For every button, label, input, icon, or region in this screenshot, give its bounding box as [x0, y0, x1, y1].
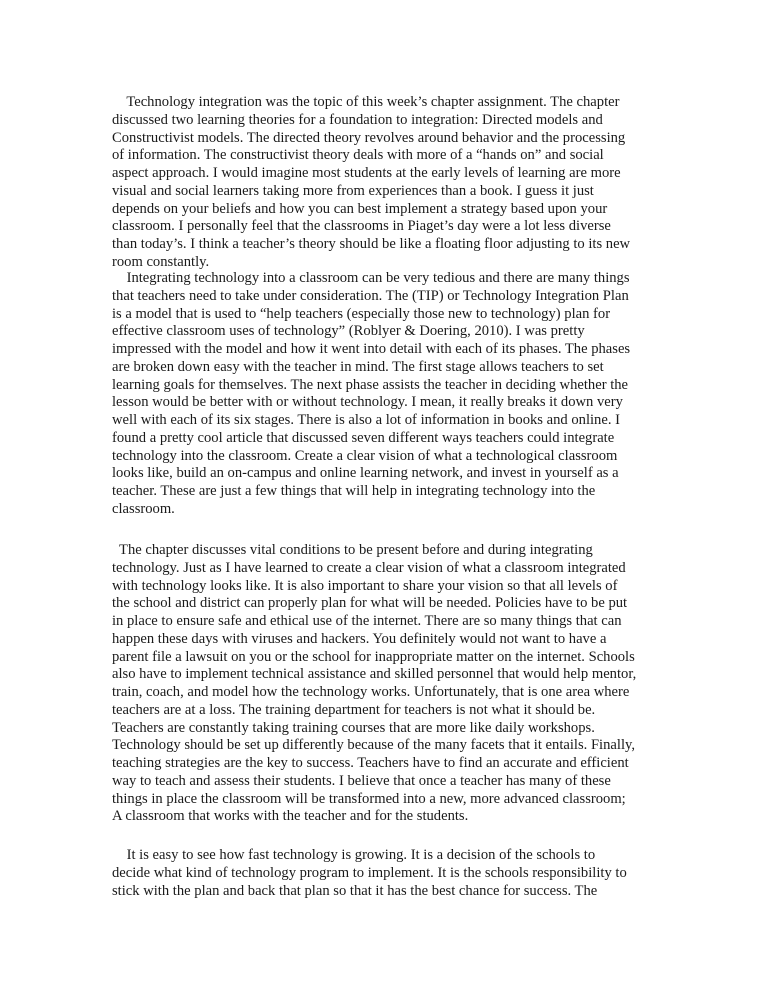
paragraph-line: visual and social learners taking more from experiences than a book. I guess it just [112, 182, 594, 199]
paragraph-line: Technology should be set up differently because of the many facets that it entails. Finally, [112, 737, 635, 754]
paragraph-line: It is easy to see how fast technology is growing. It is a decision of the schools to [112, 847, 596, 863]
paragraph-line: technology. Just as I have learned to create a clear vision of what a classroom integrated [112, 559, 626, 576]
paragraph-line: Integrating technology into a classroom can be very tedious and there are many things [112, 270, 630, 286]
paragraph-line: the school and district can properly plan for what will be needed. Policies have to be put [112, 595, 628, 612]
paragraph-line: teacher. These are just a few things that will help in integrating technology into the [112, 483, 596, 499]
paragraph-line: depends on your beliefs and how you can best implement a strategy based upon your [112, 200, 608, 217]
paragraph-line: stick with the plan and back that plan so that it has the best chance for success. The [112, 882, 598, 899]
paragraph-line: things in place the classroom will be transformed into a new, more advanced classroom; [112, 790, 626, 807]
paragraph-line: effective classroom uses of technology” (Roblyer & Doering, 2010). I was pretty [112, 323, 585, 340]
paragraph-line: classroom. I personally feel that the classrooms in Piaget’s day were a lot less diverse [112, 218, 611, 235]
paragraph-line: train, coach, and model how the technology works. Unfortunately, that is one area where [112, 684, 630, 700]
paragraph-line: teachers are at a loss. The training department for teachers is not what it should be. [112, 701, 596, 718]
paragraph-4 [112, 847, 660, 900]
paragraph-line: well with each of its six stages. There is also a lot of information in books and online. I [112, 412, 620, 428]
paragraph-line: are broken down easy with the teacher in mind. The first stage allows teachers to set [112, 358, 604, 375]
paragraph-1 [112, 94, 660, 272]
paragraph-line: found a pretty cool article that discussed seven different ways teachers could integrate [112, 429, 615, 446]
paragraph-line: happen these days with viruses and hackers. You definitely would not want to have a [112, 630, 607, 647]
paragraph-line: that teachers need to take under consideration. The (TIP) or Technology Integration Plan [112, 287, 629, 304]
paragraph-line: discussed two learning theories for a foundation to integration: Directed models and [112, 111, 603, 128]
paragraph-line: The chapter discusses vital conditions to be present before and during integrating [112, 542, 593, 558]
paragraph-line: technology into the classroom. Create a clear vision of what a technological classroom [112, 447, 618, 464]
paragraph-line: A classroom that works with the teacher and for the students. [112, 808, 469, 825]
paragraph-line: also have to implement technical assistance and skilled personnel that would help mentor, [112, 666, 637, 683]
paragraph-line: than today’s. I think a teacher’s theory should be like a floating floor adjusting to its new [112, 236, 631, 252]
paragraph-line: Technology integration was the topic of this week’s chapter assignment. The chapter [112, 94, 620, 110]
paragraph-line: aspect approach. I would imagine most students at the early levels of learning are more [112, 165, 621, 181]
paragraph-line: looks like, build an on-campus and online learning network, and invest in yourself as a [112, 465, 619, 482]
paragraph-line: room constantly. [112, 253, 210, 270]
paragraph-line: impressed with the model and how it went into detail with each of its phases. The phases [112, 341, 631, 357]
paragraph-line: Teachers are constantly taking training courses that are more like daily workshops. [112, 719, 595, 736]
paragraph-line: of information. The constructivist theory deals with more of a “hands on” and social [112, 147, 604, 164]
paragraph-line: teaching strategies are the key to success. Teachers have to find an accurate and efficient [112, 755, 629, 771]
paragraph-line: parent file a lawsuit on you or the school for inappropriate matter on the internet. Schools [112, 648, 635, 665]
paragraph-line: in place to ensure safe and ethical use of the internet. There are so many things that can [112, 613, 622, 629]
paragraph-line: with technology looks like. It is also important to share your vision so that all levels of [112, 577, 618, 594]
paragraph-line: way to teach and assess their students. I believe that once a teacher has many of these [112, 772, 611, 789]
paragraph-line: decide what kind of technology program to implement. It is the schools responsibility to [112, 864, 627, 881]
paragraph-2 [112, 270, 660, 519]
paragraph-line: Constructivist models. The directed theory revolves around behavior and the processing [112, 129, 626, 146]
paragraph-line: classroom. [112, 500, 175, 517]
paragraph-line: is a model that is used to “help teachers (especially those new to technology) plan for [112, 305, 611, 322]
paragraph-3 [112, 542, 660, 826]
paragraph-line: learning goals for themselves. The next phase assists the teacher in deciding whether the [112, 376, 629, 393]
paragraph-line: lesson would be better with or without technology. I mean, it really breaks it down very [112, 394, 623, 411]
